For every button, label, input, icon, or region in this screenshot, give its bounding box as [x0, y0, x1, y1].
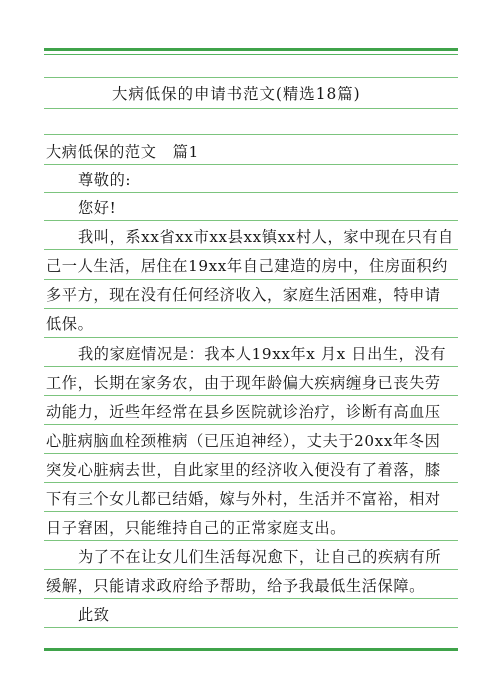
- ruled-line: [44, 164, 458, 165]
- ruled-line: [44, 540, 458, 541]
- body-line: 心脏病脑血栓颈椎病（已压迫神经），丈夫于20xx年冬因: [46, 432, 441, 450]
- closing-line: 此致: [78, 606, 110, 624]
- section-heading: 大病低保的范文 篇1: [46, 143, 199, 161]
- ruled-line: [44, 308, 458, 309]
- ruled-line: [44, 424, 458, 425]
- body-line: 突发心脏病去世，自此家里的经济收入便没有了着落，膝: [46, 461, 441, 479]
- ruled-line: [44, 569, 458, 570]
- ruled-line: [44, 482, 458, 483]
- ruled-line: [44, 249, 458, 250]
- body-line: 己一人生活，居住在19xx年自己建造的房中，住房面积约: [46, 257, 448, 275]
- body-line: 为了不在让女儿们生活每况愈下，让自己的疾病有所: [78, 548, 442, 566]
- greeting: 您好!: [78, 199, 117, 217]
- document-title: 大病低保的申请书范文(精选18篇): [112, 85, 361, 103]
- ruled-line: [44, 220, 458, 221]
- top-border-rule: [44, 48, 458, 51]
- ruled-line: [44, 77, 458, 78]
- ruled-line: [44, 627, 458, 628]
- body-line: 低保。: [46, 315, 94, 333]
- body-line: 动能力，近些年经常在县乡医院就诊治疗，诊断有高血压: [46, 403, 441, 421]
- body-line: 缓解，只能请求政府给予帮助，给予我最低生活保障。: [46, 577, 425, 595]
- top-border-rule-thin: [44, 54, 458, 55]
- body-line: 下有三个女儿都已结婚，嫁与外村，生活并不富裕，相对: [46, 490, 441, 508]
- bottom-border-rule: [44, 648, 458, 651]
- ruled-line: [44, 511, 458, 512]
- body-line: 我叫，系xx省xx市xx县xx镇xx村人，家中现在只有自: [78, 228, 454, 246]
- salutation: 尊敬的:: [78, 171, 132, 189]
- body-line: 日子窘困，只能维持自己的正常家庭支出。: [46, 519, 346, 537]
- ruled-line: [44, 108, 458, 109]
- body-line: 工作，长期在家务农，由于现年龄偏大疾病缠身已丧失劳: [46, 374, 441, 392]
- ruled-line: [44, 366, 458, 367]
- ruled-line: [44, 598, 458, 599]
- ruled-line: [44, 279, 458, 280]
- ruled-line: [44, 453, 458, 454]
- body-line: 我的家庭情况是：我本人19xx年x 月x 日出生，没有: [78, 345, 447, 363]
- body-line: 多平方，现在没有任何经济收入，家庭生活困难，特申请: [46, 286, 441, 304]
- ruled-line: [44, 395, 458, 396]
- ruled-line: [44, 192, 458, 193]
- ruled-line: [44, 134, 458, 135]
- ruled-line: [44, 337, 458, 338]
